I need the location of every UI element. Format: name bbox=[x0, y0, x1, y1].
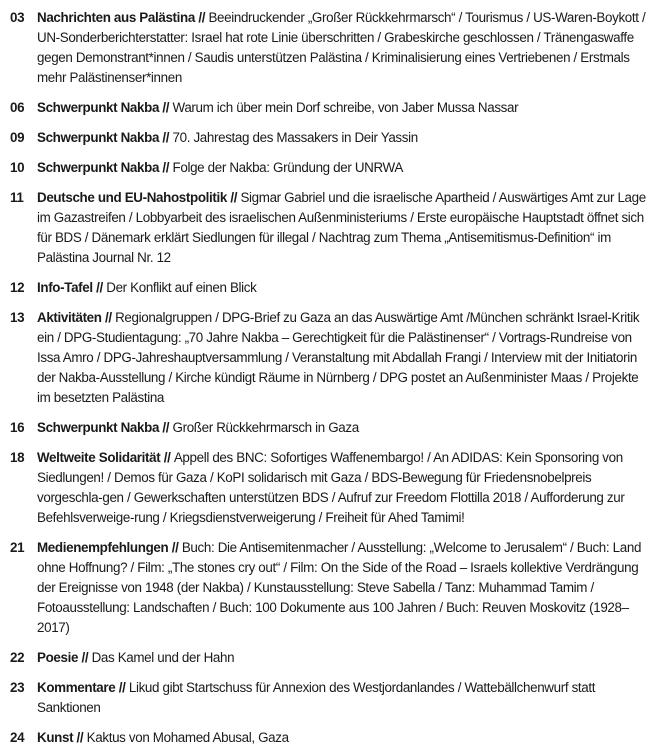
section-heading: Kunst bbox=[37, 730, 74, 745]
toc-entry bbox=[10, 188, 651, 268]
toc-entry bbox=[10, 678, 651, 718]
toc-entry bbox=[10, 158, 651, 178]
page-number: 11 bbox=[10, 190, 24, 205]
separator: // bbox=[159, 100, 173, 115]
section-contents: Beeindruckender „Großer Rückkehrmarsch“ / Tourismus / US-Waren-Boykott / UN-Sonderberichterstatter: Israel hat rote Linie überschritten / Grabeskirche geschlossen / Tränengaswaffe gegen Demonstrant*innen / Saudis unterstützen Palästina / Kriminalisierung eines Vertriebenen / Erstmals mehr Palästinenser*innen bbox=[37, 10, 646, 85]
separator: // bbox=[159, 420, 173, 435]
section-heading: Kommentare bbox=[37, 680, 116, 695]
toc-entry bbox=[10, 728, 651, 748]
separator: // bbox=[159, 160, 173, 175]
separator: // bbox=[101, 310, 116, 325]
toc-entry bbox=[10, 128, 651, 148]
section-contents: Das Kamel und der Hahn bbox=[91, 650, 235, 665]
page-number: 24 bbox=[10, 730, 25, 745]
section-heading: Deutsche und EU-Nahostpolitik bbox=[37, 190, 227, 205]
entry-text bbox=[37, 158, 651, 178]
page-number: 23 bbox=[10, 680, 25, 695]
toc-entry bbox=[10, 448, 651, 528]
toc-entry bbox=[10, 98, 651, 118]
separator: // bbox=[160, 450, 174, 465]
section-contents: Regionalgruppen / DPG-Brief zu Gaza an das Auswärtige Amt /München schränkt Israel-Kritik ein / DPG-Studientagung: „70 Jahre Nakba – Gerechtigkeit für die Palästinenser“ / Vortrags-Rundreise von Issa Amro / DPG-Jahreshauptversammlung / Veranstaltung mit Abdallah Frangi / Interview mit der Initiatorin der Nakba-Ausstellung / Kirche kündigt Räume in Nürnberg / DPG postet an Außenminister Maas / Projekte im besetzten Palästina bbox=[37, 310, 640, 405]
page-number: 18 bbox=[10, 450, 25, 465]
separator: // bbox=[78, 650, 92, 665]
entry-text bbox=[37, 728, 651, 748]
page-number: 22 bbox=[10, 650, 25, 665]
entry-text bbox=[37, 308, 651, 408]
section-heading: Aktivitäten bbox=[37, 310, 102, 325]
page-number: 03 bbox=[10, 10, 25, 25]
section-contents: Der Konflikt auf einen Blick bbox=[106, 280, 257, 295]
entry-text bbox=[37, 188, 651, 268]
toc-entry bbox=[10, 418, 651, 438]
section-heading: Schwerpunkt Nakba bbox=[37, 160, 160, 175]
entry-text bbox=[37, 418, 651, 438]
page-number: 21 bbox=[10, 540, 25, 555]
toc-entry bbox=[10, 648, 651, 668]
entry-text bbox=[37, 448, 651, 528]
section-contents: Kaktus von Mohamed Abusal, Gaza bbox=[86, 730, 289, 745]
section-contents: Appell des BNC: Sofortiges Waffenembargo! / An ADIDAS: Kein Sponsoring von Siedlungen! / Demos für Gaza / KoPI solidarisch mit Gaza / BDS-Bewegung für Friedensnobelpreis vorgeschla-gen / Gewerkschaften unterstützen BDS / Aufruf zur Freedom Flottilla 2018 / Aufforderung zur Befehlsverweige-rung / Kriegsdienstverweigerung / Freiheit für Ahed Tamimi! bbox=[37, 450, 625, 525]
separator: // bbox=[115, 680, 129, 695]
entry-text bbox=[37, 538, 651, 638]
separator: // bbox=[194, 10, 209, 25]
section-heading: Schwerpunkt Nakba bbox=[37, 100, 160, 115]
entry-text bbox=[37, 678, 651, 718]
section-contents: Likud gibt Startschuss für Annexion des Westjordanlandes / Wattebällchenwurf statt Sanktionen bbox=[37, 680, 596, 715]
page-number: 06 bbox=[10, 100, 25, 115]
toc-entry bbox=[10, 538, 651, 638]
entry-text bbox=[37, 278, 651, 298]
section-heading: Poesie bbox=[37, 650, 79, 665]
section-heading: Schwerpunkt Nakba bbox=[37, 420, 160, 435]
toc-entry bbox=[10, 308, 651, 408]
section-contents: Buch: Die Antisemitenmacher / Ausstellung: „Welcome to Jerusalem“ / Buch: Land ohne Hoffnung? / Film: „The stones cry out“ / Film: On the Side of the Road – Israels kollektive Verdrängung der Ereignisse von 1948 (der Nakba) / Kunstausstellung: Steve Sabella / Tanz: Muhammad Tamim / Fotoausstellung: Landschaften / Buch: 100 Dokumente aus 100 Jahren / Buch: Reuven Moskovitz (1928–2017) bbox=[37, 540, 642, 635]
entry-text bbox=[37, 8, 651, 88]
page-number: 16 bbox=[10, 420, 25, 435]
entry-text bbox=[37, 648, 651, 668]
page-number: 12 bbox=[10, 280, 25, 295]
toc-entry bbox=[10, 278, 651, 298]
separator: // bbox=[168, 540, 182, 555]
section-contents: Großer Rückkehrmarsch in Gaza bbox=[172, 420, 359, 435]
section-heading: Weltweite Solidarität bbox=[37, 450, 161, 465]
section-contents: Folge der Nakba: Gründung der UNRWA bbox=[172, 160, 403, 175]
page-number: 09 bbox=[10, 130, 25, 145]
toc-entry bbox=[10, 8, 651, 88]
separator: // bbox=[92, 280, 107, 295]
separator: // bbox=[73, 730, 87, 745]
page-number: 10 bbox=[10, 160, 25, 175]
section-heading: Schwerpunkt Nakba bbox=[37, 130, 160, 145]
separator: // bbox=[226, 190, 241, 205]
entry-text bbox=[37, 98, 651, 118]
section-heading: Medienempfehlungen bbox=[37, 540, 169, 555]
entry-text bbox=[37, 128, 651, 148]
section-contents: Sigmar Gabriel und die israelische Apartheid / Auswärtiges Amt zur Lage im Gazastreifen / Lobbyarbeit des israelischen Außenministeriums / Erste europäische Hauptstadt öffnet sich für BDS / Dänemark erklärt Siedlungen für illegal / Nachtrag zum Thema „Antisemitismus-Definition“ im Palästina Journal Nr. 12 bbox=[37, 190, 646, 265]
separator: // bbox=[159, 130, 173, 145]
section-heading: Nachrichten aus Palästina bbox=[37, 10, 195, 25]
page-number: 13 bbox=[10, 310, 25, 325]
section-contents: Warum ich über mein Dorf schreibe, von Jaber Mussa Nassar bbox=[172, 100, 519, 115]
section-heading: Info-Tafel bbox=[37, 280, 93, 295]
section-contents: 70. Jahrestag des Massakers in Deir Yassin bbox=[172, 130, 418, 145]
